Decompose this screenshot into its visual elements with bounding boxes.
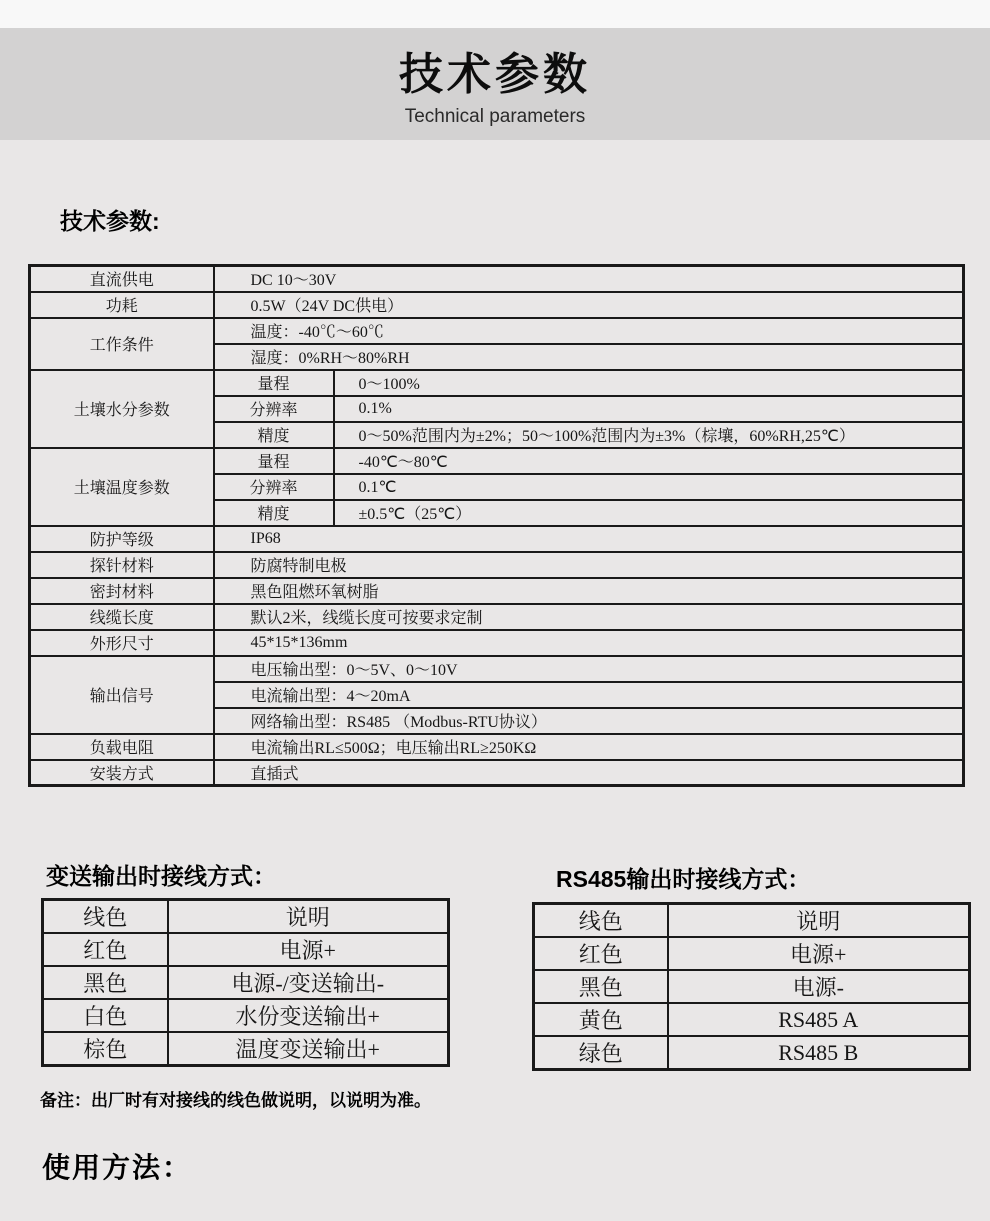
spec-row bbox=[30, 526, 964, 552]
spec-table bbox=[28, 264, 965, 787]
wire-desc: 温度变送输出+ bbox=[168, 1032, 449, 1066]
spec-label: 直流供电 bbox=[30, 266, 214, 292]
spec-row bbox=[30, 448, 964, 474]
spec-value: 电压输出型：0～5V、0～10V bbox=[214, 656, 964, 682]
spec-label: 外形尺寸 bbox=[30, 630, 214, 656]
spec-subparam: 分辨率 bbox=[214, 474, 334, 500]
wire-desc: 电源+ bbox=[668, 937, 970, 970]
wire-desc: RS485 A bbox=[668, 1003, 970, 1036]
spec-label: 探针材料 bbox=[30, 552, 214, 578]
wire-color: 红色 bbox=[534, 937, 668, 970]
spec-row bbox=[30, 292, 964, 318]
wire-color: 红色 bbox=[43, 933, 168, 966]
spec-label: 防护等级 bbox=[30, 526, 214, 552]
spec-value: 黑色阻燃环氧树脂 bbox=[214, 578, 964, 604]
spec-value: 0.5W（24V DC供电） bbox=[214, 292, 964, 318]
spec-value: 0～50%范围内为±2%；50～100%范围内为±3%（棕壤，60%RH,25℃） bbox=[334, 422, 964, 448]
wiring-header-row bbox=[43, 900, 449, 934]
spec-value: 0.1% bbox=[334, 396, 964, 422]
wiring-row bbox=[43, 999, 449, 1032]
wiring-row bbox=[43, 1032, 449, 1066]
spec-value: 温度：-40℃～60℃ bbox=[214, 318, 964, 344]
wiring-header-row bbox=[534, 904, 970, 938]
spec-row bbox=[30, 266, 964, 292]
spec-value: -40℃～80℃ bbox=[334, 448, 964, 474]
spec-label: 线缆长度 bbox=[30, 604, 214, 630]
spec-row bbox=[30, 318, 964, 344]
spec-label: 工作条件 bbox=[30, 318, 214, 370]
note-text: 备注：出厂时有对接线的线色做说明，以说明为准。 bbox=[40, 1091, 431, 1110]
page-title: 技术参数 bbox=[399, 50, 591, 99]
spec-value: 电流输出型：4～20mA bbox=[214, 682, 964, 708]
spec-label: 负载电阻 bbox=[30, 734, 214, 760]
wire-desc: RS485 B bbox=[668, 1036, 970, 1070]
spec-subparam: 精度 bbox=[214, 500, 334, 526]
usage-heading: 使用方法： bbox=[42, 1152, 193, 1183]
spec-value: DC 10～30V bbox=[214, 266, 964, 292]
spec-row bbox=[30, 630, 964, 656]
wiring-col-header: 线色 bbox=[534, 904, 668, 938]
spec-label: 安装方式 bbox=[30, 760, 214, 786]
spec-row bbox=[30, 656, 964, 682]
wire-desc: 水份变送输出+ bbox=[168, 999, 449, 1032]
wire-color: 黑色 bbox=[43, 966, 168, 999]
spec-row bbox=[30, 760, 964, 786]
spec-subparam: 精度 bbox=[214, 422, 334, 448]
spec-value: ±0.5℃（25℃） bbox=[334, 500, 964, 526]
wiring-row bbox=[43, 966, 449, 999]
spec-row bbox=[30, 734, 964, 760]
wire-color: 黑色 bbox=[534, 970, 668, 1003]
wiring-row bbox=[534, 937, 970, 970]
spec-row bbox=[30, 604, 964, 630]
wiring-rs485-table bbox=[532, 902, 971, 1071]
spec-value: 0.1℃ bbox=[334, 474, 964, 500]
wire-color: 棕色 bbox=[43, 1032, 168, 1066]
spec-label: 土壤温度参数 bbox=[30, 448, 214, 526]
spec-value: 防腐特制电极 bbox=[214, 552, 964, 578]
wiring-rs485-title: RS485输出时接线方式： bbox=[556, 866, 811, 892]
spec-value: 45*15*136mm bbox=[214, 630, 964, 656]
wiring-transmit-table bbox=[41, 898, 450, 1067]
spec-label: 输出信号 bbox=[30, 656, 214, 734]
wire-desc: 电源- bbox=[668, 970, 970, 1003]
wire-desc: 电源+ bbox=[168, 933, 449, 966]
wire-color: 白色 bbox=[43, 999, 168, 1032]
spec-label: 功耗 bbox=[30, 292, 214, 318]
wiring-col-header: 线色 bbox=[43, 900, 168, 934]
spec-value: 网络输出型：RS485 （Modbus-RTU协议） bbox=[214, 708, 964, 734]
spec-label: 密封材料 bbox=[30, 578, 214, 604]
spec-value: 湿度：0%RH～80%RH bbox=[214, 344, 964, 370]
spec-value: IP68 bbox=[214, 526, 964, 552]
wiring-col-header: 说明 bbox=[168, 900, 449, 934]
wiring-row bbox=[534, 1036, 970, 1070]
spec-value: 直插式 bbox=[214, 760, 964, 786]
header-band bbox=[0, 28, 990, 140]
spec-subparam: 量程 bbox=[214, 370, 334, 396]
spec-value: 电流输出RL≤500Ω；电压输出RL≥250KΩ bbox=[214, 734, 964, 760]
spec-subparam: 分辨率 bbox=[214, 396, 334, 422]
wiring-col-header: 说明 bbox=[668, 904, 970, 938]
wiring-transmit-title: 变送输出时接线方式： bbox=[46, 863, 276, 889]
top-strip bbox=[0, 0, 990, 28]
spec-row bbox=[30, 552, 964, 578]
spec-row bbox=[30, 578, 964, 604]
wiring-row bbox=[43, 933, 449, 966]
spec-label: 土壤水分参数 bbox=[30, 370, 214, 448]
spec-row bbox=[30, 370, 964, 396]
wiring-row bbox=[534, 1003, 970, 1036]
wiring-row bbox=[534, 970, 970, 1003]
spec-value: 0～100% bbox=[334, 370, 964, 396]
spec-subparam: 量程 bbox=[214, 448, 334, 474]
page-subtitle: Technical parameters bbox=[404, 106, 586, 127]
wire-color: 黄色 bbox=[534, 1003, 668, 1036]
wire-desc: 电源-/变送输出- bbox=[168, 966, 449, 999]
spec-value: 默认2米，线缆长度可按要求定制 bbox=[214, 604, 964, 630]
section-heading: 技术参数: bbox=[60, 208, 160, 234]
wire-color: 绿色 bbox=[534, 1036, 668, 1070]
